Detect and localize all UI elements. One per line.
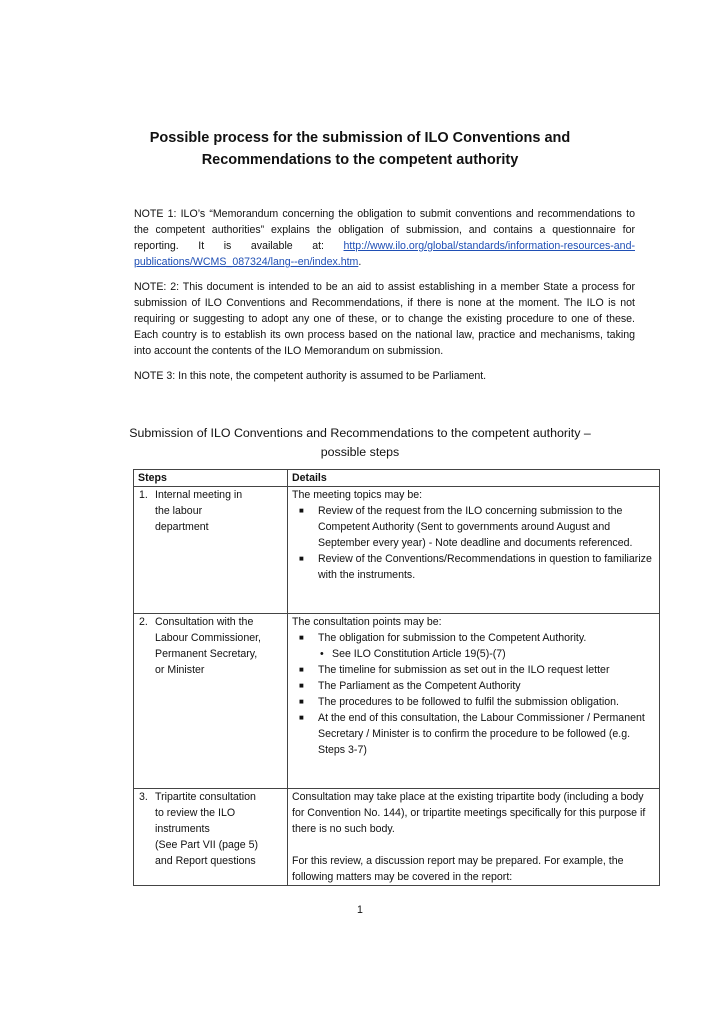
list-item: ■ At the end of this consultation, the Labour Commissioner / Permanent Secretary / Minister is to confirm the procedure to be followed (e.g. Steps 3-7) — [299, 712, 645, 756]
list-item: ■ The Parliament as the Competent Authority — [299, 680, 521, 692]
note-1: NOTE 1: ILO’s “Memorandum concerning the obligation to submit conventions and recommendations to the competent authorities” explains the obligation of submission, and contains a questionnaire for reporting. It is available at: http://www.ilo.org/global/standards/information-resources-and-publications/WCMS_087324/lang--en/index.htm. — [134, 208, 635, 268]
details-cell: The meeting topics may be: ■ Review of the request from the ILO concerning submission to the Competent Authority (Sent to governments around August and September every year) - Note deadline and documents referenced. ■ Review of the Conventions/Recommendations in question to familiarize with the instruments. — [288, 487, 660, 614]
header-steps: Steps — [134, 470, 288, 487]
details-cell: Consultation may take place at the existing tripartite body (including a body for Convention No. 144), or tripartite meetings specifically for this purpose if there is no such body. For this review, a discussion report may be prepared. For example, the following matters may be covered in the report: — [288, 789, 660, 886]
note-2: NOTE: 2: This document is intended to be an aid to assist establishing in a member State a process for submission of ILO Conventions and Recommendations, if there is none at the moment. The ILO is not requiring or suggesting to adopt any one of these, or to change the existing procedure to one of these. Each country is to establish its own process based on the national law, practice and mechanisms, taking into account the contents of the ILO Memorandum on submission. — [134, 281, 635, 357]
note-3: NOTE 3: In this note, the competent authority is assumed to be Parliament. — [134, 370, 487, 382]
step-cell: 1. Internal meeting in the labour department — [134, 487, 288, 614]
square-bullet-icon: ■ — [299, 633, 304, 642]
step-cell: 2. Consultation with the Labour Commissioner, Permanent Secretary, or Minister — [134, 614, 288, 789]
square-bullet-icon: ■ — [299, 713, 304, 722]
square-bullet-icon: ■ — [299, 554, 304, 563]
square-bullet-icon: ■ — [299, 681, 304, 690]
sub-list-item: • See ILO Constitution Article 19(5)-(7) — [320, 648, 506, 660]
header-details: Details — [288, 470, 660, 487]
table-caption: Submission of ILO Conventions and Recommendations to the competent authority – possible steps — [129, 426, 591, 459]
page-number: 1 — [357, 904, 363, 916]
list-item: ■ The timeline for submission as set out in the ILO request letter — [299, 664, 610, 676]
list-item: ■ The obligation for submission to the Competent Authority. — [299, 632, 587, 644]
table-row — [134, 487, 660, 614]
details-cell: The consultation points may be: ■ The obligation for submission to the Competent Authority. • See ILO Constitution Article 19(5)-(7) ■ The timeline for submission as set out in the ILO request letter ■ The Parliament as the Competent Authority ■ The procedures to be followed to fulfil the submission obligation. ■ At the end of this consultation, the Labour Commissioner / Permanent Secretary / Minister is to confirm the procedure to be followed (e.g. Steps 3-7) — [288, 614, 660, 789]
table-header-row — [134, 470, 660, 487]
steps-table — [133, 469, 660, 886]
document-title: Possible process for the submission of ILO Conventions and Recommendations to the competent authority — [149, 130, 571, 168]
square-bullet-icon: ■ — [299, 697, 304, 706]
list-item: ■ The procedures to be followed to fulfil the submission obligation. — [299, 696, 619, 708]
step-cell: 3. Tripartite consultation to review the ILO instruments (See Part VII (page 5) and Report questions — [134, 789, 288, 886]
memorandum-link[interactable]: http://www.ilo.org/global/standards/information-resources-and-publications/WCMS_087324/lang--en/index.htm — [134, 240, 635, 268]
round-bullet-icon: • — [320, 648, 324, 660]
list-item: ■ Review of the Conventions/Recommendations in question to familiarize with the instruments. — [299, 553, 652, 581]
square-bullet-icon: ■ — [299, 665, 304, 674]
list-item: ■ Review of the request from the ILO concerning submission to the Competent Authority (Sent to governments around August and September every year) - Note deadline and documents referenced. — [299, 505, 633, 549]
table-row — [134, 614, 660, 789]
square-bullet-icon: ■ — [299, 506, 304, 515]
notes-section — [134, 206, 635, 393]
table-row — [134, 789, 660, 886]
